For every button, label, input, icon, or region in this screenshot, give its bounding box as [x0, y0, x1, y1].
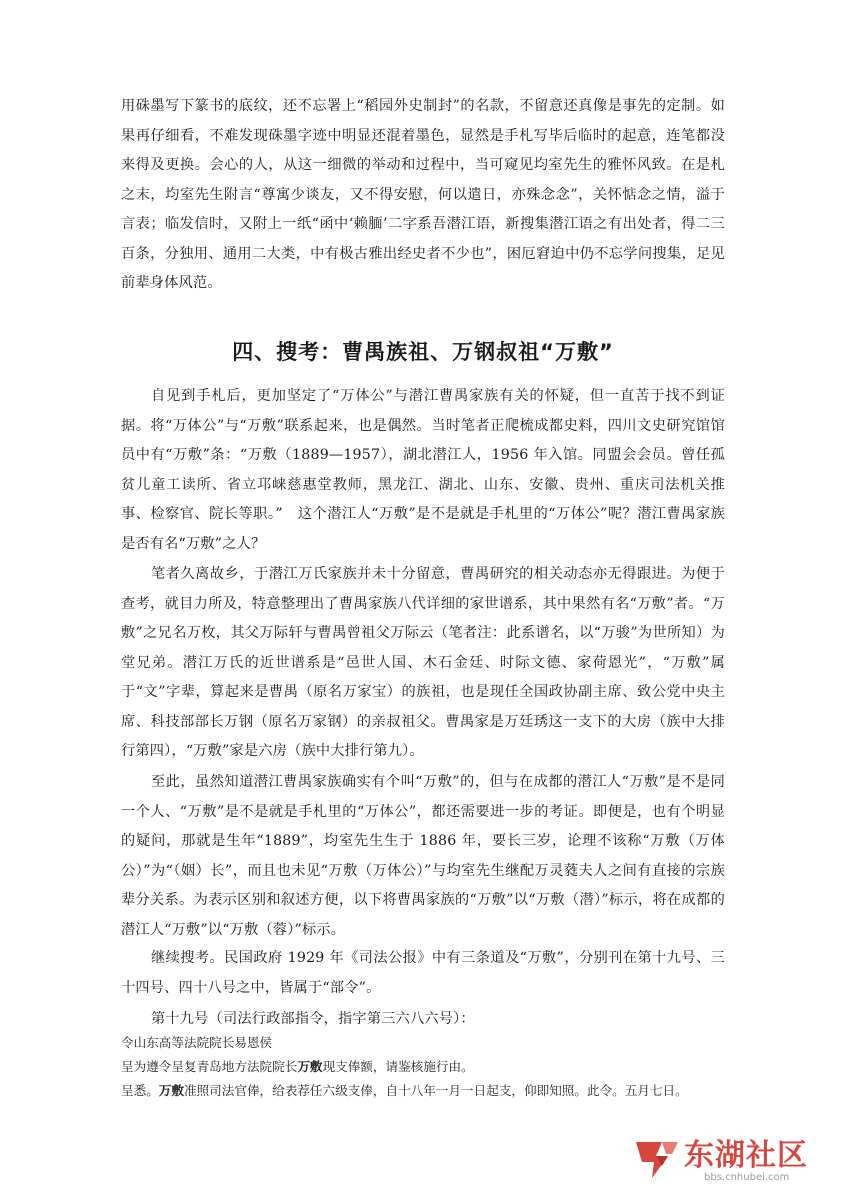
watermark-text: 东湖社区: [684, 1138, 808, 1173]
quote-line-3-post: 准照司法官俸，给表荐任六级支俸，自十八年一月一日起支，仰即知照。此令。五月七日。: [183, 1083, 688, 1098]
quote-line-3-pre: 呈悉。: [121, 1083, 159, 1098]
watermark-url: bbs.cnhubei.com: [704, 1172, 790, 1183]
site-watermark: [632, 1130, 832, 1192]
paragraph-1: 用硃墨写下篆书的底纹，还不忘署上“稻园外史制封”的名款，不留意还真像是事先的定制。如果再仔细看，不难发现硃墨字迹中明显还混着墨色，显然是手札写毕后临时的起意，连笔都没来得及更换。会心的人，从这一细微的举动和过程中，当可窥见均室先生的雅怀风致。在是札之末，均室先生附言“尊寓少谈友，又不得安慰，何以遣日，亦殊念念”，关怀惦念之情，溢于言表；临发信时，又附上一纸“函中‘赖腼’二字系吾潜江语，新搜集潜江语之有出处者，得二三百条，分独用、通用二大类，中有极古雅出经史者不少也”，困厄窘迫中仍不忘学问搜集，足见前辈身体风范。: [121, 98, 725, 291]
quote-line-1: 令山东高等法院院长易恩侯: [121, 1035, 273, 1050]
paragraph-3: 笔者久离故乡，于潜江万氏家族并未十分留意，曹禺研究的相关动态亦无得跟进。为便于查考，就目力所及，特意整理出了曹禺家族八代详细的家世谱系，其中果然有名“万敷”者。“万敷”之兄名万枚，其父万际轩与曹禺曾祖父万际云（笔者注：此系谱名，以“万骏”为世所知）为堂兄弟。潜江万氏的近世谱系是“邑世人国、木石金廷、时际文德、家荷恩光”，“万敷”属于“文”字辈，算起来是曹禺（原名万家宝）的族祖，也是现任全国政协副主席、致公党中央主席、科技部部长万钢（原名万家钢）的亲叔祖父。曹禺家是万廷琇这一支下的大房（族中大排行第四），“万敷”家是六房（族中大排行第九）。: [121, 566, 725, 759]
quote-line-2-name: 万敷: [297, 1059, 323, 1074]
paragraph-6: 第十九号（司法行政部指令，指字第三六八六号）：: [151, 1011, 475, 1027]
quote-line-3-name: 万敷: [158, 1083, 184, 1098]
paragraph-5: 继续搜考。民国政府 1929 年《司法公报》中有三条道及“万敷”，分别刊在第十九号、三十四号、四十八号之中，皆属于“部令”。: [121, 950, 725, 996]
paragraph-4: 至此，虽然知道潜江曹禺家族确实有个叫“万敷”的，但与在成都的潜江人“万敷”是不是同一个人、“万敷”是不是就是手札里的“万体公”，都还需要进一步的考证。即便是，也有个明显的疑问，那就是生年“1889”，均室先生生于 1886 年，要长三岁，论理不该称“万敷（万体公）”为“（姻）长”，而且也未见“万敷（万体公）”与均室先生继配万灵蕤夫人之间有直接的宗族辈分关系。为表示区别和叙述方便，以下将曹禺家族的“万敷”以“万敷（潜）”标示，将在成都的潜江人“万敷”以“万敷（蓉）”标示。: [121, 774, 725, 938]
section-heading: 四、搜考：曹禺族祖、万钢叔祖“万敷”: [232, 340, 614, 364]
quote-line-2: [121, 1057, 731, 1077]
quote-line-2-post: 现支俸额，请鉴核施行由。: [322, 1059, 474, 1074]
watermark-logo-icon: [632, 1136, 684, 1180]
paragraph-2: 自见到手札后，更加坚定了“万体公”与潜江曹禺家族有关的怀疑，但一直苦于找不到证据。将“万体公”与“万敷”联系起来，也是偶然。当时笔者正爬梳成都史料，四川文史研究馆馆员中有“万敷”条：“万敷（1889—1957），湖北潜江人，1956 年入馆。同盟会会员。曾任孤贫儿童工读所、省立邛崃慈惠堂教师，黑龙江、湖北、山东、安徽、贵州、重庆司法机关推事、检察官、院长等职。” 这个潜江人“万敷”是不是就是手札里的“万体公”呢？潜江曹禺家族是否有名“万敷”之人？: [121, 388, 725, 552]
quote-line-2-pre: 呈为遵令呈复青岛地方法院院长: [121, 1059, 298, 1074]
quote-line-3: [121, 1081, 731, 1101]
